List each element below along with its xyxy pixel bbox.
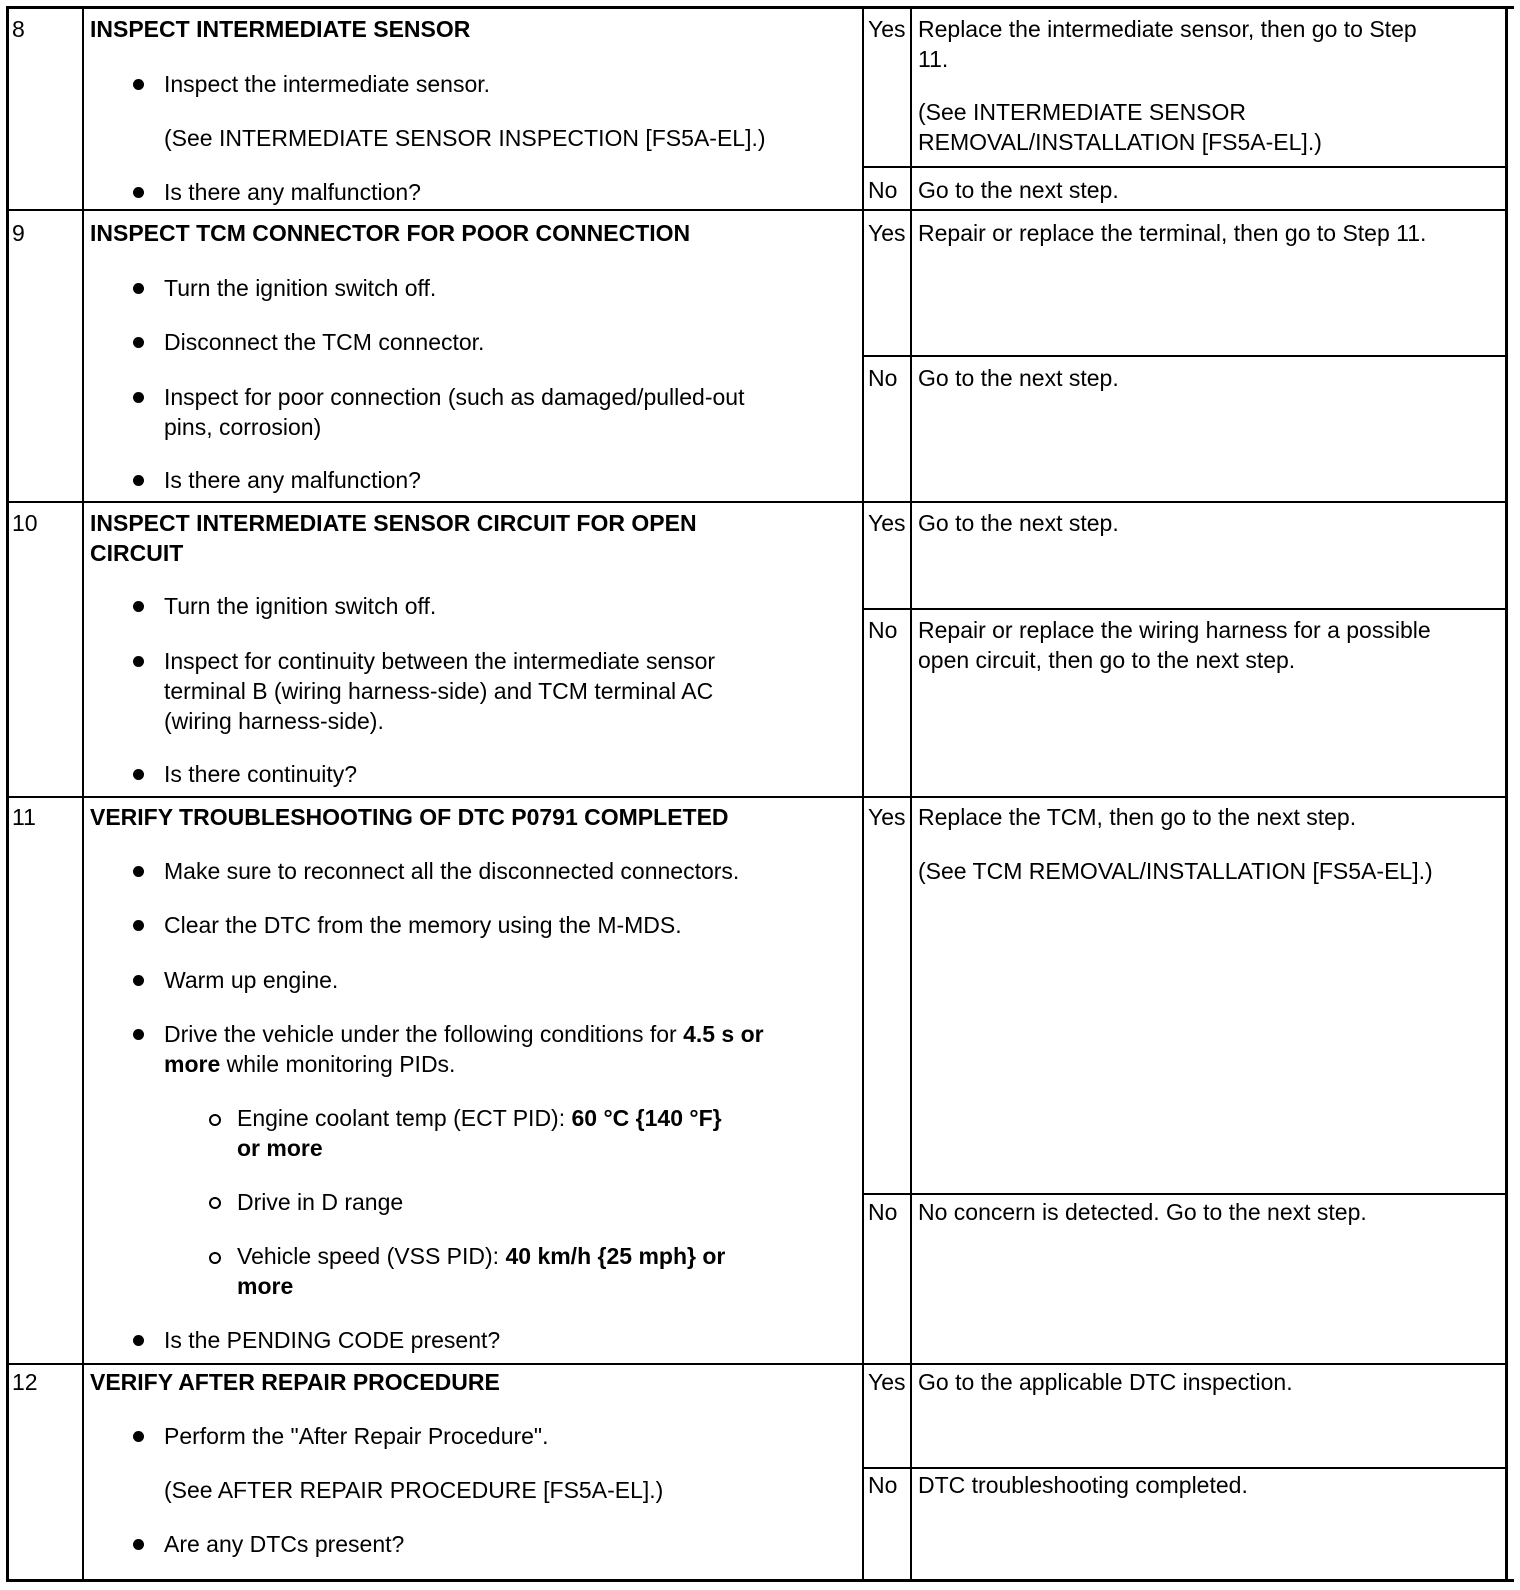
yes-action: 11. <box>918 46 949 72</box>
bullet-icon <box>133 475 144 486</box>
answer-no-label: No <box>868 177 898 203</box>
column-divider <box>82 6 84 1582</box>
yes-no-divider <box>862 1467 1508 1469</box>
step-number: 8 <box>12 16 25 42</box>
bullet-icon <box>133 187 144 198</box>
bullet-icon <box>133 656 144 667</box>
reference-link[interactable]: (See INTERMEDIATE SENSOR <box>918 99 1247 125</box>
bullet-icon <box>133 769 144 780</box>
table-border-right <box>1505 6 1508 1582</box>
row-divider <box>6 209 1508 211</box>
no-action: Go to the next step. <box>918 365 1119 391</box>
column-divider <box>910 6 912 1582</box>
answer-no-label: No <box>868 1199 898 1225</box>
answer-yes-label: Yes <box>868 804 906 830</box>
column-divider <box>862 6 864 1582</box>
question-item: Is the PENDING CODE present? <box>164 1327 501 1353</box>
action-item: Perform the "After Repair Procedure". <box>164 1423 549 1449</box>
step-number: 12 <box>12 1369 38 1395</box>
table-border-left <box>6 6 9 1582</box>
row-divider <box>6 796 1508 798</box>
yes-no-divider <box>862 608 1508 610</box>
bullet-icon <box>133 79 144 90</box>
bullet-icon <box>133 601 144 612</box>
answer-yes-label: Yes <box>868 16 906 42</box>
bullet-icon <box>133 866 144 877</box>
yes-action: Repair or replace the terminal, then go to Step 11. <box>918 220 1427 246</box>
yes-no-divider <box>862 355 1508 357</box>
bullet-icon <box>133 392 144 403</box>
step-number: 11 <box>12 804 36 830</box>
yes-no-divider <box>862 166 1508 168</box>
no-action: DTC troubleshooting completed. <box>918 1472 1248 1498</box>
yes-action: Replace the TCM, then go to the next step. <box>918 804 1357 830</box>
action-item: Disconnect the TCM connector. <box>164 329 485 355</box>
troubleshooting-table <box>6 6 1514 1582</box>
step-title: VERIFY TROUBLESHOOTING OF DTC P0791 COMPLETED <box>90 804 729 830</box>
bullet-icon <box>133 1029 144 1040</box>
step-title: INSPECT INTERMEDIATE SENSOR <box>90 16 471 42</box>
answer-no-label: No <box>868 617 898 643</box>
condition-item: Engine coolant temp (ECT PID): 60 °C {140 °F} <box>237 1105 722 1131</box>
action-item: Clear the DTC from the memory using the M-MDS. <box>164 912 682 938</box>
action-item: (wiring harness-side). <box>164 708 384 734</box>
bullet-icon <box>133 1431 144 1442</box>
sub-bullet-icon <box>209 1252 221 1264</box>
yes-action: Go to the next step. <box>918 510 1119 536</box>
no-action: No concern is detected. Go to the next step. <box>918 1199 1367 1225</box>
question-item: Is there any malfunction? <box>164 179 421 205</box>
question-item: Is there continuity? <box>164 761 358 787</box>
action-item: Turn the ignition switch off. <box>164 593 437 619</box>
question-item: Is there any malfunction? <box>164 467 421 493</box>
sub-bullet-icon <box>209 1114 221 1126</box>
bullet-icon <box>133 920 144 931</box>
action-item: Drive the vehicle under the following conditions for 4.5 s or <box>164 1021 764 1047</box>
yes-action: Replace the intermediate sensor, then go to Step <box>918 16 1417 42</box>
action-item: terminal B (wiring harness-side) and TCM terminal AC <box>164 678 714 704</box>
yes-action: Go to the applicable DTC inspection. <box>918 1369 1293 1395</box>
condition-item: Vehicle speed (VSS PID): 40 km/h {25 mph} or <box>237 1243 726 1269</box>
row-divider <box>6 501 1508 503</box>
step-number: 9 <box>12 220 25 246</box>
condition-item: Drive in D range <box>237 1189 404 1215</box>
action-item: Inspect for continuity between the intermediate sensor <box>164 648 716 674</box>
action-item: Make sure to reconnect all the disconnected connectors. <box>164 858 740 884</box>
step-title: INSPECT INTERMEDIATE SENSOR CIRCUIT FOR OPEN <box>90 510 697 536</box>
bullet-icon <box>133 337 144 348</box>
reference-link[interactable]: (See TCM REMOVAL/INSTALLATION [FS5A-EL].) <box>918 858 1433 884</box>
reference-link[interactable]: REMOVAL/INSTALLATION [FS5A-EL].) <box>918 129 1322 155</box>
row-divider <box>6 1363 1508 1365</box>
answer-yes-label: Yes <box>868 220 906 246</box>
action-item: Inspect the intermediate sensor. <box>164 71 491 97</box>
bullet-icon <box>133 1335 144 1346</box>
action-item: more while monitoring PIDs. <box>164 1051 456 1077</box>
sub-bullet-icon <box>209 1197 221 1209</box>
action-item: Turn the ignition switch off. <box>164 275 437 301</box>
question-item: Are any DTCs present? <box>164 1531 405 1557</box>
no-action: Repair or replace the wiring harness for a possible <box>918 617 1431 643</box>
step-title: VERIFY AFTER REPAIR PROCEDURE <box>90 1369 500 1395</box>
bullet-icon <box>133 283 144 294</box>
action-item: Inspect for poor connection (such as damaged/pulled-out <box>164 384 745 410</box>
condition-item: or more <box>237 1135 323 1161</box>
bullet-icon <box>133 975 144 986</box>
answer-no-label: No <box>868 365 898 391</box>
answer-no-label: No <box>868 1472 898 1498</box>
action-item: Warm up engine. <box>164 967 339 993</box>
table-border-top <box>6 6 1514 9</box>
no-action: open circuit, then go to the next step. <box>918 647 1296 673</box>
bullet-icon <box>133 1539 144 1550</box>
step-title: INSPECT TCM CONNECTOR FOR POOR CONNECTION <box>90 220 691 246</box>
no-action: Go to the next step. <box>918 177 1119 203</box>
condition-item: more <box>237 1273 294 1299</box>
step-number: 10 <box>12 510 38 536</box>
action-item: pins, corrosion) <box>164 414 322 440</box>
answer-yes-label: Yes <box>868 510 906 536</box>
reference-link[interactable]: (See INTERMEDIATE SENSOR INSPECTION [FS5A-EL].) <box>164 125 766 151</box>
table-border-bottom <box>6 1579 1514 1582</box>
answer-yes-label: Yes <box>868 1369 906 1395</box>
yes-no-divider <box>862 1193 1508 1195</box>
reference-link[interactable]: (See AFTER REPAIR PROCEDURE [FS5A-EL].) <box>164 1477 664 1503</box>
step-title: CIRCUIT <box>90 540 184 566</box>
